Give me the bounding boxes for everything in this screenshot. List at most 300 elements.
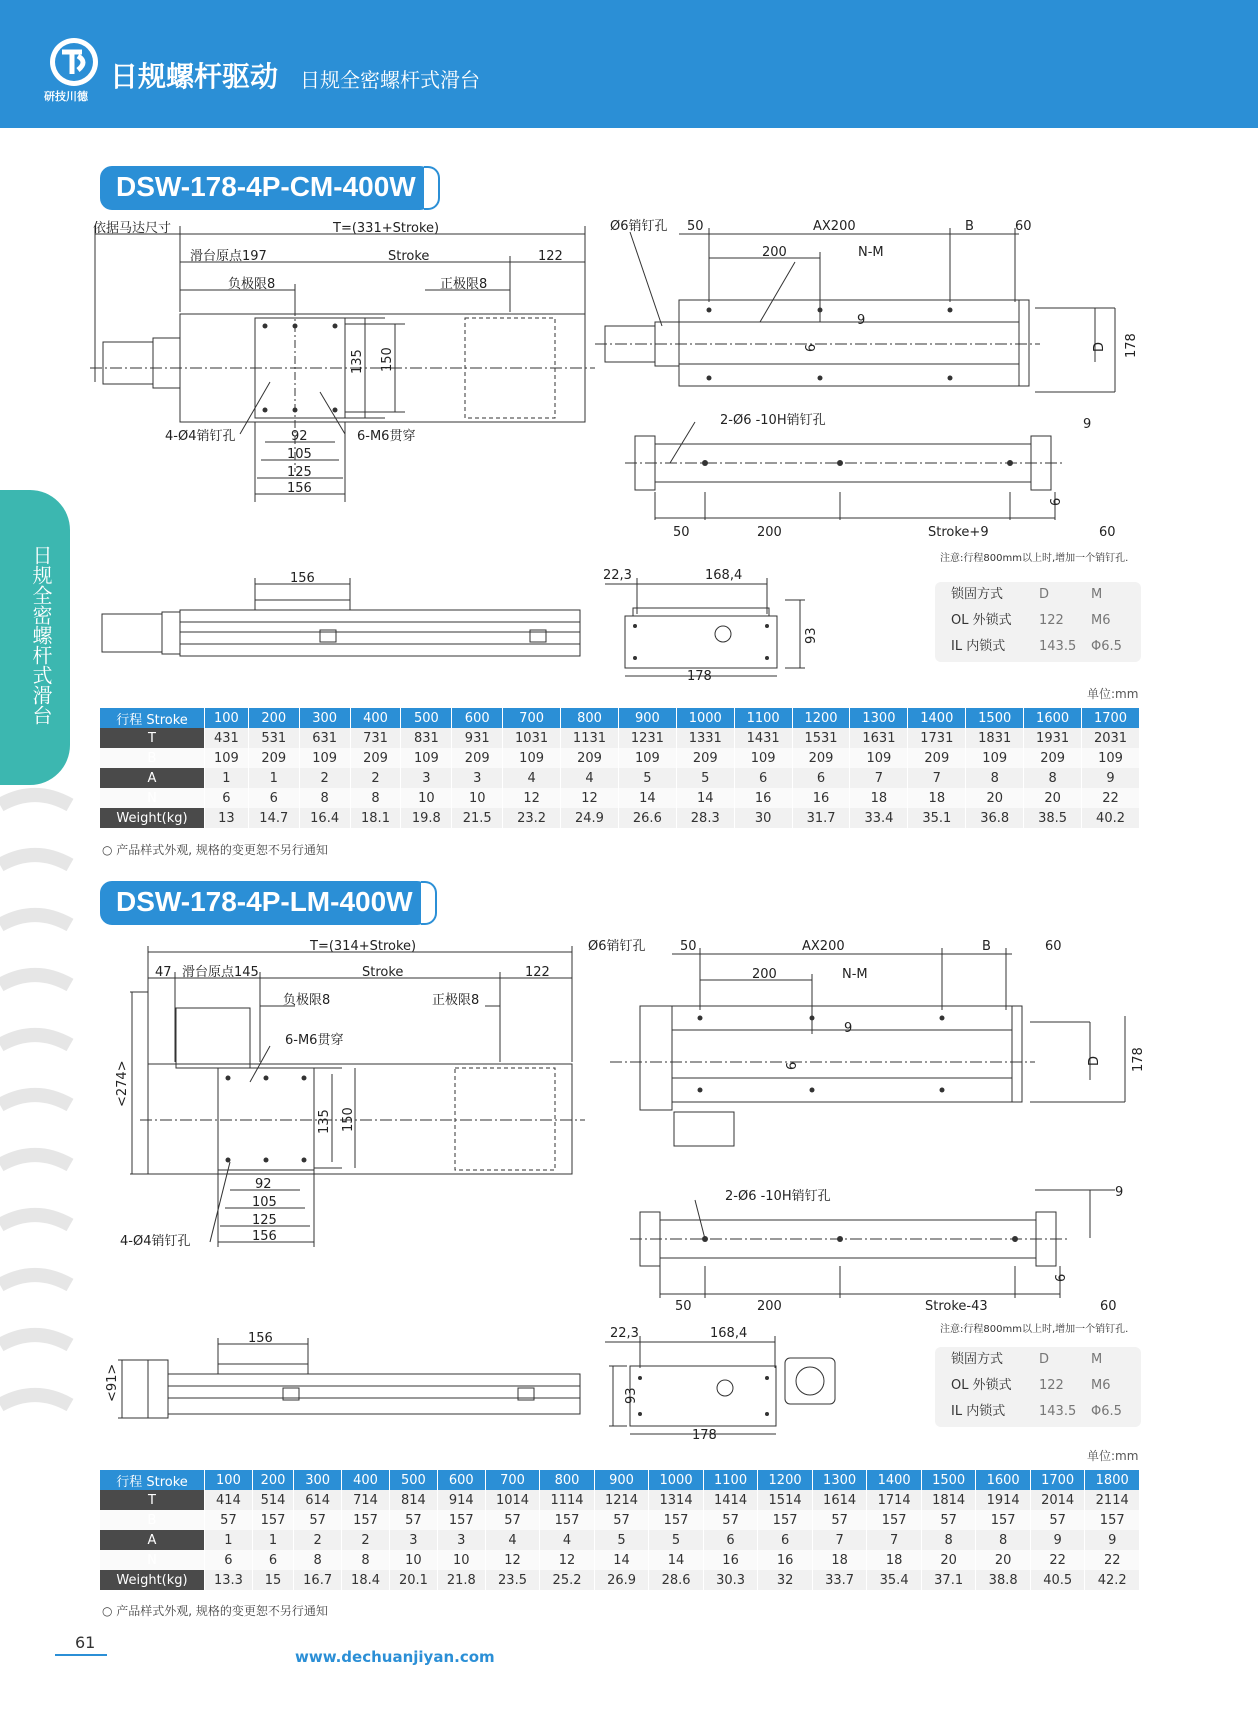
table-cell: 900 — [594, 1470, 649, 1490]
table-row — [100, 728, 1140, 748]
table-cell: 4 — [540, 1530, 595, 1550]
table-cell: 300 — [294, 1470, 342, 1490]
table-cell: 23.5 — [485, 1570, 540, 1590]
table-cell: 109 — [503, 748, 561, 768]
table-cell: 1500 — [966, 708, 1024, 728]
table-cell: 414 — [205, 1490, 253, 1510]
label-6c: 6 — [785, 1061, 800, 1070]
table-cell: 9 — [1082, 768, 1140, 788]
table-cell: 157 — [976, 1510, 1031, 1530]
table-row — [100, 768, 1140, 788]
label-NM: N-M — [858, 245, 884, 260]
table-cell: 13.3 — [205, 1570, 253, 1590]
row-header-cell: 行程 Stroke — [100, 708, 205, 728]
spec-table-2 — [100, 1470, 1140, 1590]
lock-header — [935, 582, 1141, 608]
table-cell: 6 — [252, 1550, 293, 1570]
label-ax200b: AX200 — [802, 939, 845, 954]
table-cell: 109 — [1082, 748, 1140, 768]
table-cell: 57 — [594, 1510, 649, 1530]
label-150: 150 — [380, 347, 395, 372]
row-header-cell: T — [100, 1490, 205, 1510]
table-cell: 12 — [561, 788, 619, 808]
label-origin2: 滑台原点145 — [182, 965, 259, 980]
table-cell: 531 — [248, 728, 299, 748]
label-200d: 200 — [757, 1299, 782, 1314]
table-cell: 100 — [205, 1470, 253, 1490]
label-m6-2: 6-M6贯穿 — [285, 1033, 344, 1048]
label-9b: 9 — [1083, 417, 1092, 432]
side-decoration — [0, 785, 70, 1525]
label-side156: 156 — [290, 571, 315, 586]
table-cell: 209 — [1024, 748, 1082, 768]
table-cell: 2 — [342, 1530, 390, 1550]
table-cell: 57 — [921, 1510, 976, 1530]
table-cell: 157 — [758, 1510, 813, 1530]
table-cell: 6 — [792, 768, 850, 788]
table-cell: 8 — [921, 1530, 976, 1550]
lock-r2c2: 143.5 — [1039, 1404, 1077, 1419]
lock-h3: M — [1091, 1352, 1103, 1367]
table-cell: 14.7 — [248, 808, 299, 828]
table-cell: 1514 — [758, 1490, 813, 1510]
table-cell: 40.2 — [1082, 808, 1140, 828]
label-178c: 178 — [1131, 1047, 1146, 1072]
table-cell: 900 — [618, 708, 676, 728]
table-cell: 1831 — [966, 728, 1024, 748]
table-cell: 1300 — [812, 1470, 867, 1490]
row-header-cell: B — [100, 748, 205, 768]
side-tab-text: 日规全密螺杆式滑台 — [29, 545, 53, 725]
table-cell: 300 — [299, 708, 350, 728]
drawing-top-view-2 — [110, 939, 600, 1252]
table-cell: 109 — [734, 748, 792, 768]
label-T2: T=(314+Stroke) — [310, 939, 417, 954]
label-122b: 122 — [525, 965, 550, 980]
table-cell: 9 — [1085, 1530, 1140, 1550]
table-cell: 5 — [594, 1530, 649, 1550]
table-cell: 7 — [867, 1530, 922, 1550]
table-cell: 2014 — [1030, 1490, 1085, 1510]
table-cell: 31.7 — [792, 808, 850, 828]
table-cell: 37.1 — [921, 1570, 976, 1590]
table-cell: 209 — [452, 748, 503, 768]
note-2: 注意:行程800mm以上时,增加一个销钉孔. — [940, 1324, 1129, 1335]
label-50c: 50 — [680, 939, 697, 954]
table-cell: 209 — [676, 748, 734, 768]
footer-divider — [55, 1654, 107, 1656]
lock-r1c1: OL 外锁式 — [951, 1378, 1012, 1393]
table-cell: 30.3 — [703, 1570, 758, 1590]
header-title: 日规螺杆驱动 — [110, 60, 279, 93]
table-cell: 600 — [452, 708, 503, 728]
label-neg2: 负极限8 — [283, 993, 331, 1008]
table-row — [100, 1490, 1140, 1510]
table-cell: 600 — [437, 1470, 485, 1490]
table-cell: 157 — [437, 1510, 485, 1530]
table-cell: 1214 — [594, 1490, 649, 1510]
table-cell: 57 — [389, 1510, 437, 1530]
drawing-top-view-1 — [95, 222, 600, 507]
table-cell: 38.8 — [976, 1570, 1031, 1590]
label-9c: 9 — [844, 1021, 853, 1036]
table-cell: 3 — [401, 768, 452, 788]
table-cell: 209 — [248, 748, 299, 768]
row-header-cell: A — [100, 1530, 205, 1550]
label-200: 200 — [762, 245, 787, 260]
table-cell: 18 — [850, 788, 908, 808]
table-cell: 631 — [299, 728, 350, 748]
label-91: <91> — [105, 1363, 120, 1402]
table-cell: 57 — [1030, 1510, 1085, 1530]
label-pos2: 正极限8 — [432, 993, 480, 1008]
model-title-2: DSW-178-4P-LM-400W — [100, 881, 429, 925]
table-cell: 8 — [1024, 768, 1082, 788]
label-stroke2: Stroke — [362, 965, 404, 980]
table-cell: 157 — [252, 1510, 293, 1530]
table-cell: 26.9 — [594, 1570, 649, 1590]
lock-r1c2: 122 — [1039, 613, 1064, 628]
table-cell: 15 — [252, 1570, 293, 1590]
table-cell: 14 — [649, 1550, 704, 1570]
table-cell: 1614 — [812, 1490, 867, 1510]
label-1684: 168,4 — [705, 568, 743, 583]
label-50d: 50 — [675, 1299, 692, 1314]
table-cell: 32 — [758, 1570, 813, 1590]
lock-r2c2: 143.5 — [1039, 639, 1077, 654]
label-156: 156 — [287, 481, 312, 496]
label-200b: 200 — [757, 525, 782, 540]
label-stroke43: Stroke-43 — [925, 1299, 988, 1314]
table-cell: 14 — [676, 788, 734, 808]
label-end178: 178 — [687, 669, 712, 684]
lock-r1c2: 122 — [1039, 1378, 1064, 1393]
footer-url[interactable]: www.dechuanjiyan.com — [295, 1648, 495, 1666]
table-cell: 2114 — [1085, 1490, 1140, 1510]
label-B: B — [965, 219, 974, 234]
page-header — [0, 0, 1258, 128]
label-223b: 22,3 — [610, 1326, 639, 1341]
disclaimer-text-2: 产品样式外观, 规格的变更恕不另行通知 — [116, 1604, 328, 1618]
drawing-side-view-1 — [100, 572, 590, 667]
lock-r1c3: M6 — [1091, 1378, 1111, 1393]
table-cell: 700 — [503, 708, 561, 728]
table-cell: 209 — [792, 748, 850, 768]
table-cell: 20.1 — [389, 1570, 437, 1590]
lock-table-2 — [935, 1347, 1141, 1427]
table-cell: 1431 — [734, 728, 792, 748]
row-header-cell: Weight(kg) — [100, 1570, 205, 1590]
table-cell: 16 — [703, 1550, 758, 1570]
label-B2: B — [982, 939, 991, 954]
lock-h2: D — [1039, 1352, 1050, 1367]
table-cell: 16 — [758, 1550, 813, 1570]
table-cell: 22 — [1030, 1550, 1085, 1570]
table-cell: 16.4 — [299, 808, 350, 828]
table-cell: 914 — [437, 1490, 485, 1510]
table-cell: 57 — [294, 1510, 342, 1530]
note-1: 注意:行程800mm以上时,增加一个销钉孔. — [940, 553, 1129, 564]
label-50: 50 — [687, 219, 704, 234]
unit-1: 单位:mm — [1087, 687, 1139, 701]
table-cell: 1700 — [1082, 708, 1140, 728]
table-cell: 400 — [350, 708, 401, 728]
table-cell: 6 — [758, 1530, 813, 1550]
lock-h1: 锁固方式 — [951, 1352, 1004, 1367]
table-cell: 1731 — [908, 728, 966, 748]
table-cell: 209 — [350, 748, 401, 768]
table-cell: 157 — [540, 1510, 595, 1530]
row-header-cell: B — [100, 1510, 205, 1530]
label-93b: 93 — [624, 1387, 639, 1404]
table-cell: 1931 — [1024, 728, 1082, 748]
label-125: 125 — [287, 465, 312, 480]
table-cell: 18.4 — [342, 1570, 390, 1590]
table-cell: 28.6 — [649, 1570, 704, 1590]
table-cell: 700 — [485, 1470, 540, 1490]
table-cell: 6 — [703, 1530, 758, 1550]
table-cell: 1 — [205, 768, 249, 788]
table-cell: 109 — [205, 748, 249, 768]
label-pin6: Ø6销钉孔 — [610, 219, 668, 234]
label-ax200: AX200 — [813, 219, 856, 234]
table-cell: 1300 — [850, 708, 908, 728]
table-cell: 157 — [1085, 1510, 1140, 1530]
table-cell: 800 — [540, 1470, 595, 1490]
table-cell: 7 — [850, 768, 908, 788]
table-cell: 1 — [252, 1530, 293, 1550]
label-156b: 156 — [252, 1229, 277, 1244]
table-cell: 24.9 — [561, 808, 619, 828]
table-cell: 18 — [867, 1550, 922, 1570]
drawing-front-view-2 — [605, 1322, 845, 1442]
lock-r2c1: IL 内锁式 — [951, 1404, 1006, 1419]
label-105: 105 — [287, 447, 312, 462]
table-cell: 4 — [503, 768, 561, 788]
label-200c: 200 — [752, 967, 777, 982]
table-cell: 4 — [561, 768, 619, 788]
table-cell: 20 — [921, 1550, 976, 1570]
table-cell: 22 — [1082, 788, 1140, 808]
table-cell: 500 — [401, 708, 452, 728]
table-cell: 109 — [966, 748, 1024, 768]
table-cell: 12 — [540, 1550, 595, 1570]
row-header-cell: A — [100, 768, 205, 788]
lock-r1c3: M6 — [1091, 613, 1111, 628]
table-cell: 1631 — [850, 728, 908, 748]
table-cell: 1014 — [485, 1490, 540, 1510]
table-cell: 57 — [703, 1510, 758, 1530]
label-122: 122 — [538, 249, 563, 264]
table-cell: 16 — [792, 788, 850, 808]
row-header-cell: N — [100, 1550, 205, 1570]
table-cell: 109 — [618, 748, 676, 768]
table-cell: 22 — [1085, 1550, 1140, 1570]
table-cell: 514 — [252, 1490, 293, 1510]
label-6: 6 — [804, 343, 819, 352]
label-9d: 9 — [1115, 1185, 1124, 1200]
label-274: <274> — [115, 1060, 130, 1107]
label-60: 60 — [1015, 219, 1032, 234]
table-cell: 1700 — [1030, 1470, 1085, 1490]
drawing-side-view-2 — [105, 1330, 588, 1430]
table-cell: 1400 — [908, 708, 966, 728]
row-header-cell: N — [100, 788, 205, 808]
label-135b: 135 — [317, 1109, 332, 1134]
table-cell: 1231 — [618, 728, 676, 748]
drawing-front-view-1 — [603, 564, 819, 684]
table-cell: 12 — [485, 1550, 540, 1570]
table-cell: 157 — [342, 1510, 390, 1530]
table-cell: 20 — [1024, 788, 1082, 808]
table-cell: 209 — [908, 748, 966, 768]
label-60b: 60 — [1099, 525, 1116, 540]
lock-table-1 — [935, 582, 1141, 662]
lock-h3: M — [1091, 587, 1103, 602]
table-cell: 21.5 — [452, 808, 503, 828]
table-cell: 7 — [812, 1530, 867, 1550]
table-cell: 431 — [205, 728, 249, 748]
table-cell: 157 — [867, 1510, 922, 1530]
model-title-1: DSW-178-4P-CM-400W — [100, 166, 432, 210]
table-cell: 1131 — [561, 728, 619, 748]
table-cell: 1 — [205, 1530, 253, 1550]
table-cell: 1200 — [758, 1470, 813, 1490]
table-cell: 18 — [812, 1550, 867, 1570]
table-cell: 1531 — [792, 728, 850, 748]
label-93: 93 — [804, 627, 819, 644]
table-row — [100, 1530, 1140, 1550]
table-cell: 3 — [389, 1530, 437, 1550]
table-cell: 1814 — [921, 1490, 976, 1510]
table-cell: 8 — [966, 768, 1024, 788]
drawing-bottom-view-2 — [595, 1182, 1155, 1312]
table-cell: 14 — [618, 788, 676, 808]
table-cell: 18.1 — [350, 808, 401, 828]
table-cell: 9 — [1030, 1530, 1085, 1550]
lock-r2c3: Φ6.5 — [1091, 639, 1122, 654]
table-cell: 814 — [389, 1490, 437, 1510]
table-cell: 20 — [966, 788, 1024, 808]
lock-header — [935, 1347, 1141, 1373]
lock-h2: D — [1039, 587, 1050, 602]
table-cell: 1914 — [976, 1490, 1031, 1510]
label-m6: 6-M6贯穿 — [357, 429, 416, 444]
label-135: 135 — [350, 349, 365, 374]
label-pin6h: 2-Ø6 -10H销钉孔 — [720, 413, 826, 428]
label-47: 47 — [155, 965, 172, 980]
table-cell: 714 — [342, 1490, 390, 1510]
label-pin6h-2: 2-Ø6 -10H销钉孔 — [725, 1189, 831, 1204]
table-cell: 6 — [734, 768, 792, 788]
table-cell: 1331 — [676, 728, 734, 748]
table-cell: 1031 — [503, 728, 561, 748]
table-cell: 1714 — [867, 1490, 922, 1510]
table-row — [100, 1510, 1140, 1530]
label-pin4b: 4-Ø4销钉孔 — [120, 1234, 191, 1249]
table-cell: 200 — [252, 1470, 293, 1490]
label-motor-size: 依据马达尺寸 — [93, 221, 172, 236]
table-row — [100, 1550, 1140, 1570]
table-cell: 200 — [248, 708, 299, 728]
label-50b: 50 — [673, 525, 690, 540]
table-cell: 4 — [485, 1530, 540, 1550]
label-stroke: Stroke — [388, 249, 430, 264]
table-cell: 38.5 — [1024, 808, 1082, 828]
table-cell: 33.7 — [812, 1570, 867, 1590]
table-cell: 1 — [248, 768, 299, 788]
table-cell: 109 — [299, 748, 350, 768]
lock-row — [935, 634, 1141, 660]
label-9: 9 — [857, 313, 866, 328]
label-end178b: 178 — [692, 1428, 717, 1443]
lock-r1c1: OL 外锁式 — [951, 613, 1012, 628]
unit-2: 单位:mm — [1087, 1449, 1139, 1463]
table-cell: 35.1 — [908, 808, 966, 828]
table-cell: 35.4 — [867, 1570, 922, 1590]
table-cell: 1600 — [1024, 708, 1082, 728]
label-6d: 6 — [1054, 1273, 1069, 1282]
lock-r2c1: IL 内锁式 — [951, 639, 1006, 654]
label-1684b: 168,4 — [710, 1326, 748, 1341]
table-cell: 1600 — [976, 1470, 1031, 1490]
table-row — [100, 1570, 1140, 1590]
table-cell: 10 — [401, 788, 452, 808]
label-125b: 125 — [252, 1213, 277, 1228]
table-cell: 5 — [649, 1530, 704, 1550]
table-cell: 28.3 — [676, 808, 734, 828]
row-header-cell: T — [100, 728, 205, 748]
table-cell: 7 — [908, 768, 966, 788]
lock-row — [935, 1399, 1141, 1425]
table-cell: 33.4 — [850, 808, 908, 828]
table-cell: 100 — [205, 708, 249, 728]
table-cell: 8 — [342, 1550, 390, 1570]
label-223: 22,3 — [603, 568, 632, 583]
table-row — [100, 808, 1140, 828]
table-cell: 5 — [676, 768, 734, 788]
table-cell: 57 — [485, 1510, 540, 1530]
table-cell: 12 — [503, 788, 561, 808]
label-NM2: N-M — [842, 967, 868, 982]
page-number: 61 — [75, 1633, 96, 1652]
label-178: 178 — [1124, 333, 1139, 358]
label-150b: 150 — [341, 1107, 356, 1132]
label-92b: 92 — [255, 1177, 272, 1192]
lock-h1: 锁固方式 — [951, 587, 1004, 602]
table-cell: 16.7 — [294, 1570, 342, 1590]
label-pos-limit: 正极限8 — [440, 277, 488, 292]
table-cell: 1400 — [867, 1470, 922, 1490]
table-cell: 3 — [452, 768, 503, 788]
label-60d: 60 — [1100, 1299, 1117, 1314]
logo-text: 研技川德 — [44, 90, 88, 103]
table-cell: 14 — [594, 1550, 649, 1570]
label-pin6-2: Ø6销钉孔 — [588, 939, 646, 954]
drawing-end-view-1 — [595, 219, 1155, 542]
table-cell: 40.5 — [1030, 1570, 1085, 1590]
table-cell: 109 — [850, 748, 908, 768]
table-cell: 1200 — [792, 708, 850, 728]
table-cell: 20 — [976, 1550, 1031, 1570]
table-cell: 931 — [452, 728, 503, 748]
table-cell: 26.6 — [618, 808, 676, 828]
table-cell: 3 — [437, 1530, 485, 1550]
table-cell: 18 — [908, 788, 966, 808]
lock-row — [935, 608, 1141, 634]
table-cell: 6 — [248, 788, 299, 808]
label-92: 92 — [291, 429, 308, 444]
